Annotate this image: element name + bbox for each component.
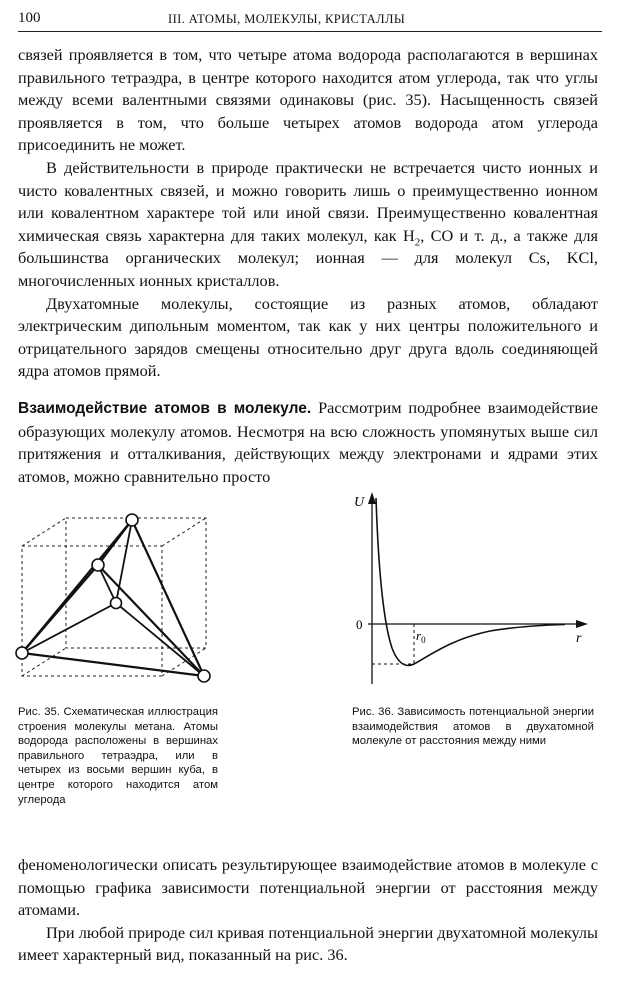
figure-35-caption-text: Схематическая иллюстрация строения молекулы метана. Атомы водорода расположены в вершинах правильного тетраэдра, или в четырех из восьми вершин куба, в центре которого находится атом углерода [18,706,218,806]
origin-label: 0 [356,617,363,632]
paragraph-2-part-a: В действительности в природе практически не встречается чисто ионных и чисто ковалентных связей, и можно говорить лишь о преимущественно ионном или ковалентном характере той или иной связи. Преимущественно ковалентная химическая связь характерна для таких молекул, как H [18,157,598,245]
text-bottom [18,854,598,967]
carbon-atom [111,598,122,609]
x-axis-label: r [576,631,582,646]
page-number: 100 [18,10,41,26]
paragraph-3: Двухатомные молекулы, состоящие из разных атомов, обладают электрическим дипольным моментом, так как у них центры положительного и отрицательного зарядов смещены относительно друг друга вдоль соединяющей ядра атомов прямой. [18,293,598,381]
figure-36-caption [352,705,594,749]
y-axis-label: U [354,495,365,510]
r0-subscript: 0 [421,635,426,645]
page-header [18,10,604,32]
hydrogen-atom [198,670,210,682]
figure-36-label: Рис. 36. [352,706,394,718]
hydrogen-atom [92,559,104,571]
x-axis-arrow [576,620,588,628]
section-heading: Взаимодействие атомов в молекуле. [18,399,312,417]
subscript-2: 2 [414,236,421,248]
r0-letter: r [416,628,422,643]
paragraph-4 [18,397,598,488]
paragraph-1: связей проявляется в том, что четыре атома водорода располагаются в вершинах правильного тетраэдра, в центре которого находится атом углерода, так что углы между всеми валентными связями одинаковы (рис. 35). Насыщенность связей проявляется в том, что больше четырех атомов водорода атом углерода присоединить не может. [18,45,598,155]
paragraph-4-body: Рассмотрим подробнее взаимодействие образующих молекулу атомов. Несмотря на всю сложность упомянутых выше сил притяжения и отталкивания, действующих между электронами и ядрами этих атомов, можно сравнительно просто [18,397,598,486]
paragraph-6: При любой природе сил кривая потенциальной энергии двухатомной молекулы имеет характерный вид, показанный на рис. 36. [18,922,598,965]
figure-36-caption-text: Зависимость потенциальной энергии взаимодействия атомов в двухатомной молекуле от расстояния между ними [352,706,594,748]
header-rule [18,31,602,32]
figure-35-label: Рис. 35. [18,706,60,718]
figure-35-methane-diagram [14,510,224,695]
figure-36-potential-curve [340,488,600,688]
text-top [18,44,598,488]
hydrogen-atom [16,647,28,659]
r0-label [416,628,426,645]
paragraph-2 [18,157,598,293]
paragraph-2-part-b: , CO и т. д., а также для большинства органических молекул; ионная — для молекул Cs, KCl, многочисленных ионных кристаллов. [18,225,598,290]
potential-curve [376,498,565,665]
running-title: III. АТОМЫ, МОЛЕКУЛЫ, КРИСТАЛЛЫ [168,12,406,26]
paragraph-5: феноменологически описать результирующее взаимодействие атомов в молекуле с помощью графика зависимости потенциальной энергии от расстояния между атомами. [18,855,598,920]
y-axis-arrow [368,492,376,504]
figure-35-caption [18,705,218,807]
hydrogen-atom [126,514,138,526]
